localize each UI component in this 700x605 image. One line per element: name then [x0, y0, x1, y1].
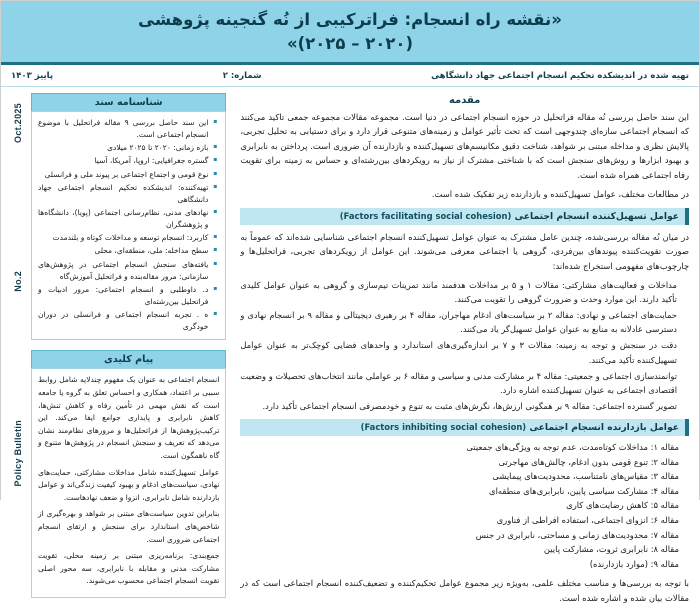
spine-number-label: No.2	[13, 271, 23, 293]
vertical-spine	[5, 93, 31, 495]
list-item: دقت در سنجش و توجه به زمینه: مقالات ۳ و ۷ بر اندازه‌گیری‌های استاندارد و واحدهای فضایی کوچک‌تر به عنوان عوامل تسهیل‌کننده تأکید می‌کنند.	[240, 340, 677, 365]
list-item: مقاله ۱: مداخلات کوتاه‌مدت، عدم توجه به ویژگی‌های جمعیتی	[466, 441, 679, 452]
list-item: مقاله ۶: انزوای اجتماعی، استفاده افراطی از فناوری	[496, 514, 679, 525]
list-item: ▪ تهیه‌کننده: اندیشکده تحکیم انسجام اجتماعی جهاد دانشگاهی	[38, 182, 208, 206]
document-header	[1, 1, 699, 65]
list-item: ▪ بازه زمانی: ۲۰۲۰ تا ۲۰۲۵ میلادی	[38, 142, 208, 154]
list-item: مقاله ۸: نابرابری ثروت، مشارکت پایین	[543, 544, 679, 555]
key-message-paragraph-4: جمع‌بندی: برنامه‌ریزی مبتنی بر زمینه محلی، تقویت مشارکت مدنی و مقابله با نابرابری، سه محور اصلی تقویت انسجام اجتماعی محسوب می‌شوند.	[38, 551, 220, 586]
list-item: مقاله ۳: مقیاس‌های نامتناسب، محدودیت‌های پیمایشی	[492, 471, 679, 482]
issue-season-label: پاییز ۱۴۰۳	[11, 70, 54, 81]
title-line-1: «نقشه راه انسجام: فراترکیبی از نُه گنجینه پژوهشی	[138, 9, 562, 29]
list-item: تصویر گسترده اجتماعی: مقاله ۹ بر همگونی ارزش‌ها، نگرش‌های مثبت به تنوع و خودمصرفی انسجام اجتماعی تأکید دارد.	[262, 400, 677, 411]
section-heading-inhibiting-fa: عوامل بازدارنده انسجام اجتماعی	[529, 421, 679, 433]
list-item: ▪ سطح مداخله: ملی، منطقه‌ای، محلی	[38, 245, 208, 257]
facilitating-intro-paragraph: در میان نُه مقاله بررسی‌شده، چندین عامل مشترک به عنوان عوامل تسهیل‌کننده انسجام اجتماعی شناسایی شده‌اند که عموماً به صورت تقویت‌کننده پیوندهای بین‌فردی، گروهی یا اجتماعی معرفی می‌شوند. این عوامل از رویکردهای تجربی، فراتحلیل‌ها و چارچوب‌های مفهومی استخراج شده‌اند:	[240, 231, 689, 271]
document-id-list	[38, 117, 219, 333]
list-item: مقاله ۴: مشارکت سیاسی پایین، نابرابری‌های منطقه‌ای	[489, 485, 679, 496]
section-heading-inhibiting	[240, 419, 689, 436]
list-item: مداخلات و فعالیت‌های مشارکتی: مقالات ۱ و ۵ بر مداخلات هدفمند مانند تمرینات تیم‌سازی و گروهی به عنوان عوامل کلیدی تأکید دارند. این موارد وحدت و ضرورت گروهی را تقویت می‌کنند.	[240, 280, 677, 305]
document-body	[1, 87, 699, 603]
section-heading-inhibiting-en: (Factors inhibiting social cohesion)	[360, 421, 527, 432]
key-message-paragraph-3: بنابراین تدوین سیاست‌های مبتنی بر شواهد و بهره‌گیری از شاخص‌های استاندارد برای سنجش و ارتقای انسجام اجتماعی ضروری است.	[38, 509, 220, 544]
key-message-paragraph-2: عوامل تسهیل‌کننده شامل مداخلات مشارکتی، حمایت‌های نهادی، سیاست‌های ادغام و بهبود کیفیت زندگی‌اند و عوامل بازدارنده شامل نابرابری، انزوا و ضعف نهادهاست.	[38, 467, 220, 502]
list-item: مقاله ۲: تنوع قومی بدون ادغام، چالش‌های مهاجرتی	[498, 456, 679, 467]
sidebar-box-key-message-title: پیام کلیدی	[31, 350, 226, 368]
sidebar-box-document-id	[31, 93, 226, 340]
list-item: مقاله ۷: محدودیت‌های زمانی و مساحتی، نابرابری در جنس	[475, 529, 679, 540]
sidebar-box-document-id-title: شناسنامه سند	[31, 93, 226, 111]
inhibiting-factors-list	[240, 441, 689, 571]
sidebar-box-document-id-body	[31, 111, 226, 340]
intro-paragraph-2: در مطالعات مختلف، عوامل تسهیل‌کننده و بازدارنده زیر تفکیک شده است.	[431, 189, 689, 200]
document-subheader	[1, 65, 699, 87]
list-item: توانمندسازی اجتماعی و جمعیتی: مقاله ۴ بر مشارکت مدنی و سیاسی و مقاله ۶ بر عواملی مانند انتخاب‌های تحصیلات و وضعیت اقتصادی اجتماعی به عنوان تسهیل‌کننده اشاره دارد.	[240, 370, 678, 395]
list-item: ▪ کاربرد: انسجام توسعه و مداخلات کوتاه و بلند‌مدت	[38, 232, 208, 244]
sidebar-box-key-message	[31, 350, 226, 598]
list-item: ▪ د. داوطلبی و انسجام اجتماعی: مرور ادبیات و فراتحلیل بین‌رشته‌ای	[38, 284, 208, 308]
facilitating-factors-list	[240, 278, 689, 413]
list-item: مقاله ۹: (موارد بازدارنده)	[589, 558, 679, 569]
list-item: مقاله ۵: کاهش رضایت‌های کاری	[566, 500, 679, 511]
intro-heading: مقدمه	[448, 95, 481, 106]
spine-publication-label: Policy Bulletin	[13, 420, 23, 487]
section-heading-facilitating-en: (Factors facilitating social cohesion)	[339, 210, 512, 221]
sidebar-box-key-message-body	[31, 368, 226, 598]
title-line-2: (۲۰۲۰ – ۲۰۲۵)»	[286, 33, 414, 53]
sidebar-boxes	[31, 93, 226, 586]
intro-paragraph-1: این سند حاصل بررسی نُه مقاله فراتحلیل در حوزه انسجام اجتماعی در دنیا است. مجموعه مقالات مجموعه جمعی تاکید می‌کنند که انسجام اجتماعی سازه‌ای چندوجهی است که تحت تأثیر عوامل و زمینه‌های متنوعی قرار دارد و برای دستیابی به تحلیل تجربی، پالایش نظری و مداخله مبتنی بر شواهد، شناخت دقیق مکانیسم‌های تسهیل‌کننده و بازدارنده آن ضروری است. پرداختن به نابرابری و بهبود ابزارها و روش‌های سنجش است که با شناختی مشترک از نیاز به رویکردهای بین‌رشته‌ای و حساس به زمینه برای تقویت رفاه اجتماعی همراه شده است.	[240, 112, 689, 180]
list-item: ▪ این سند حاصل بررسی ۹ مقاله فراتحلیل با موضوع انسجام اجتماعی است.	[38, 117, 208, 141]
list-item: ▪ نوع قومی و اجتماع اجتماعی بر پیوند ملی و فرانسلی	[38, 169, 208, 181]
main-content-column	[232, 87, 699, 603]
publisher-label: تهیه شده در اندیشکده تحکیم انسجام اجتماعی جهاد دانشگاهی	[431, 70, 689, 81]
list-item: ▪ نهادهای مدنی، نظام‌رسانی اجتماعی (پویا)، دانشگاه‌ها و پژوهشگران	[38, 207, 208, 231]
spine-date-label: Oct.2025	[13, 103, 23, 143]
sidebar-column	[1, 87, 232, 586]
section-heading-facilitating-fa: عوامل تسهیل‌کننده انسجام اجتماعی	[514, 210, 679, 222]
list-item: حمایت‌های اجتماعی و نهادی: مقاله ۲ بر سیاست‌های ادغام مهاجران، مقاله ۴ بر رهبری دیجیتالی و مقاله ۹ بر انسجام نهادی و دسترسی عادلانه به منابع به عنوان عوامل تسهیل‌گر یاد می‌کنند.	[240, 310, 677, 335]
section-heading-facilitating	[240, 208, 689, 225]
closing-paragraph: با توجه به بررسی‌ها و مناسب مختلف علمی، به‌ویژه زیر مجموع عوامل تحکیم‌کننده و تضعیف‌کننده انسجام اجتماعی است که در مقالات بیان شده و اشاره شده است.	[240, 578, 689, 603]
key-message-paragraph-1: انسجام اجتماعی به عنوان یک مفهوم چندلایه شامل روابط سببی بر اعتماد، همکاری و احساس تعلق به گروه یا جامعه است که نقش مهمی در تأمین رفاه و کاهش تنش‌ها، کاهش نابرابری و پایداری جوامع ایفا می‌کند. این ترکیب‌پژوهش‌ها از فراتحلیل‌ها و مرورهای نظام‌مند نشان می‌دهد که تعریف و سنجش انسجام در پژوهش‌ها متنوع و گاه ناهمگون است.	[38, 375, 220, 460]
list-item: ▪ ه . تجربه انسجام اجتماعی و فرانسلی در دوران خودگری	[38, 309, 208, 333]
issue-number-label: شماره: ۲	[222, 70, 262, 81]
page-title	[138, 8, 562, 56]
list-item: ▪ یافته‌های سنجش انسجام اجتماعی در پژوهش‌های سازمانی: مرور مقاله‌بنده و فراتحلیل آموزش‌گاه	[38, 259, 208, 283]
list-item: ▪ گستره جغرافیایی: اروپا، آمریکا، آسیا	[38, 155, 208, 167]
